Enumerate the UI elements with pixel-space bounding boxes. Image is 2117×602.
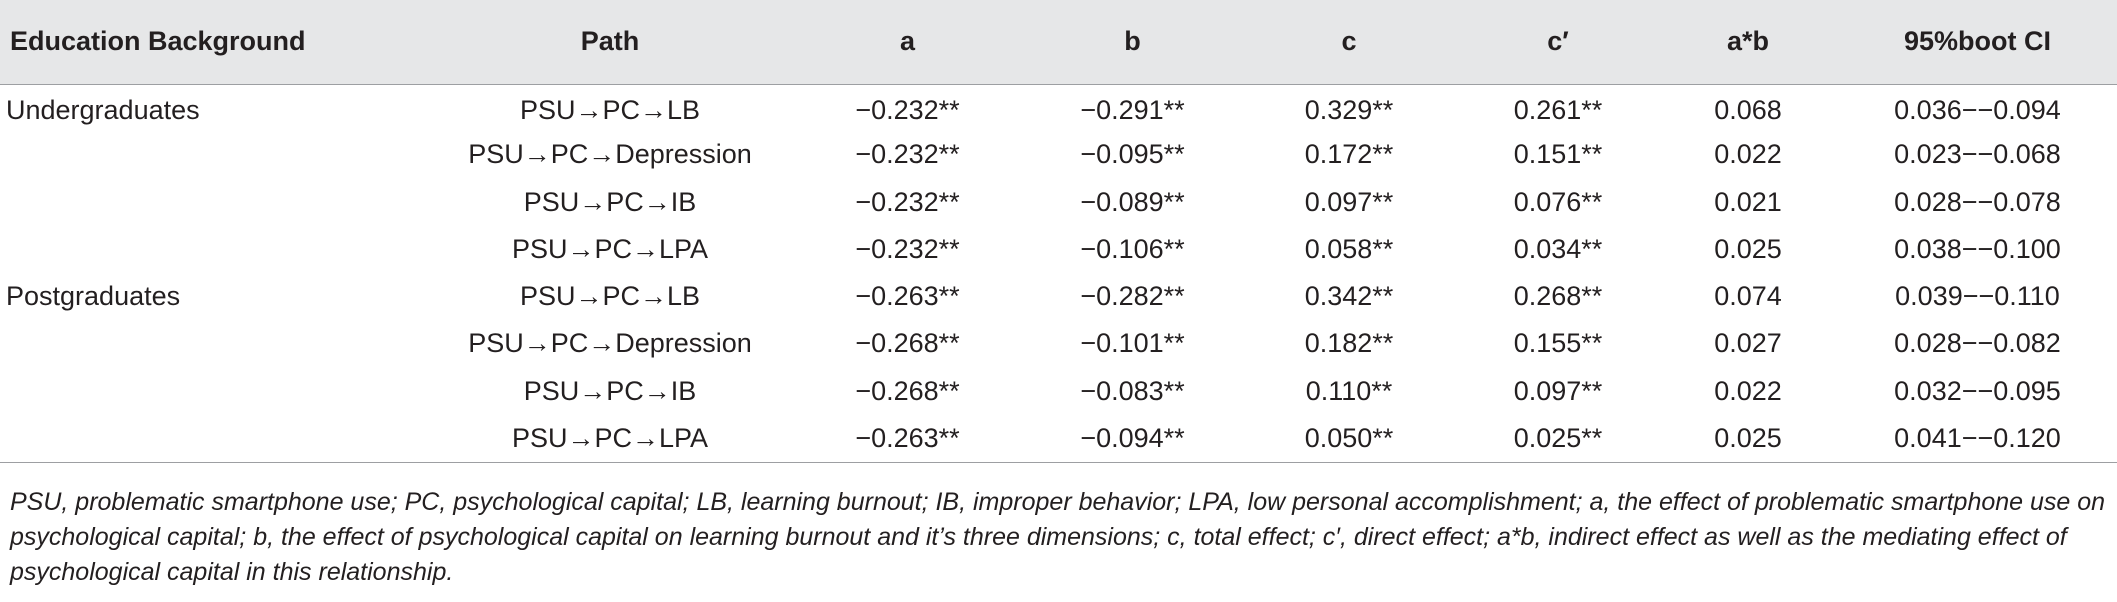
- header-c: c: [1240, 0, 1458, 84]
- cell-path: PSU→PC→IB: [523, 186, 697, 217]
- cell-c: 0.329**: [1304, 95, 1394, 126]
- header-a: a: [790, 0, 1025, 84]
- table-row: [0, 226, 2117, 273]
- cell-education-background: [0, 131, 430, 178]
- cell-a: −0.232**: [855, 233, 960, 264]
- cell-95-boot-ci: 0.039−−0.110: [1895, 281, 2060, 312]
- cell-c-prime: 0.076**: [1513, 186, 1603, 217]
- cell-c: 0.342**: [1304, 281, 1394, 312]
- header-b: b: [1025, 0, 1240, 84]
- cell-a: −0.268**: [855, 328, 960, 359]
- cell-b: −0.083**: [1080, 375, 1185, 406]
- cell-education-background: Undergraduates: [6, 95, 200, 126]
- cell-a-times-b: 0.021: [1714, 186, 1782, 217]
- cell-b: −0.282**: [1080, 281, 1185, 312]
- header-95-boot-ci: 95%boot CI: [1838, 0, 2117, 84]
- cell-c-prime: 0.155**: [1513, 328, 1603, 359]
- header-a-times-b: a*b: [1658, 0, 1838, 84]
- cell-95-boot-ci: 0.023−−0.068: [1894, 139, 2061, 170]
- cell-95-boot-ci: 0.038−−0.100: [1894, 233, 2061, 264]
- cell-c: 0.050**: [1240, 415, 1458, 462]
- cell-a: −0.268**: [855, 375, 960, 406]
- table-row: [0, 415, 2117, 462]
- cell-a: −0.263**: [790, 415, 1025, 462]
- cell-b: −0.106**: [1080, 233, 1185, 264]
- cell-c: 0.182**: [1304, 328, 1394, 359]
- cell-education-background: [0, 320, 430, 367]
- header-education-background: Education Background: [0, 0, 430, 84]
- cell-b: −0.101**: [1080, 328, 1185, 359]
- cell-education-background: [0, 415, 430, 462]
- table-footnote: PSU, problematic smartphone use; PC, psychological capital; LB, learning burnout; IB, improper behavior; LPA, low personal accomplishment; a, the effect of problematic smartphone use on psychological capital; b, the effect of psychological capital on learning burnout and it’s three dimensions; c, total effect; c′, direct effect; a*b, indirect effect as well as the mediating effect of psychological capital in this relationship.: [10, 488, 2106, 586]
- cell-c-prime: 0.097**: [1513, 375, 1603, 406]
- cell-path: PSU→PC→Depression: [468, 139, 752, 170]
- cell-b: −0.094**: [1025, 415, 1240, 462]
- cell-path: PSU→PC→Depression: [468, 328, 752, 359]
- table-row: [0, 179, 2117, 226]
- cell-a-times-b: 0.074: [1714, 281, 1782, 312]
- cell-path: PSU→PC→LPA: [430, 415, 790, 462]
- header-c-prime: c′: [1458, 0, 1658, 84]
- cell-95-boot-ci: 0.041−−0.120: [1838, 415, 2117, 462]
- cell-95-boot-ci: 0.036−−0.094: [1894, 95, 2061, 126]
- cell-a-times-b: 0.027: [1714, 328, 1782, 359]
- cell-a: −0.263**: [855, 281, 960, 312]
- cell-education-background: [0, 368, 430, 415]
- cell-a-times-b: 0.025: [1658, 415, 1838, 462]
- cell-path: PSU→PC→IB: [523, 375, 697, 406]
- cell-a-times-b: 0.022: [1714, 375, 1782, 406]
- header-path: Path: [430, 0, 790, 84]
- cell-a: −0.232**: [855, 186, 960, 217]
- cell-c-prime: 0.025**: [1458, 415, 1658, 462]
- cell-b: −0.291**: [1080, 95, 1185, 126]
- cell-a: −0.232**: [855, 95, 960, 126]
- table-row: [0, 84, 2117, 131]
- cell-c: 0.110**: [1305, 375, 1393, 406]
- cell-95-boot-ci: 0.028−−0.078: [1894, 186, 2061, 217]
- table-row: [0, 131, 2117, 178]
- cell-path: PSU→PC→LPA: [511, 233, 709, 264]
- cell-education-background: [0, 226, 430, 273]
- cell-education-background: [0, 179, 430, 226]
- cell-path: PSU→PC→LB: [519, 281, 701, 312]
- cell-b: −0.089**: [1080, 186, 1185, 217]
- cell-a-times-b: 0.068: [1714, 95, 1782, 126]
- cell-c-prime: 0.034**: [1513, 233, 1603, 264]
- cell-a-times-b: 0.022: [1714, 139, 1782, 170]
- cell-95-boot-ci: 0.032−−0.095: [1894, 375, 2061, 406]
- cell-c: 0.058**: [1304, 233, 1394, 264]
- cell-c: 0.172**: [1304, 139, 1394, 170]
- table-row: [0, 320, 2117, 367]
- cell-path: PSU→PC→LB: [519, 95, 701, 126]
- table-body: [0, 84, 2117, 462]
- header-row: [0, 0, 2117, 84]
- cell-c-prime: 0.151**: [1513, 139, 1603, 170]
- cell-c-prime: 0.261**: [1513, 95, 1603, 126]
- cell-a-times-b: 0.025: [1714, 233, 1782, 264]
- table-row: [0, 368, 2117, 415]
- cell-95-boot-ci: 0.028−−0.082: [1894, 328, 2061, 359]
- table-header: [0, 0, 2117, 84]
- cell-education-background: Postgraduates: [6, 281, 181, 312]
- cell-a: −0.232**: [855, 139, 960, 170]
- cell-c-prime: 0.268**: [1513, 281, 1603, 312]
- cell-c: 0.097**: [1304, 186, 1394, 217]
- table-row: [0, 273, 2117, 320]
- cell-b: −0.095**: [1080, 139, 1185, 170]
